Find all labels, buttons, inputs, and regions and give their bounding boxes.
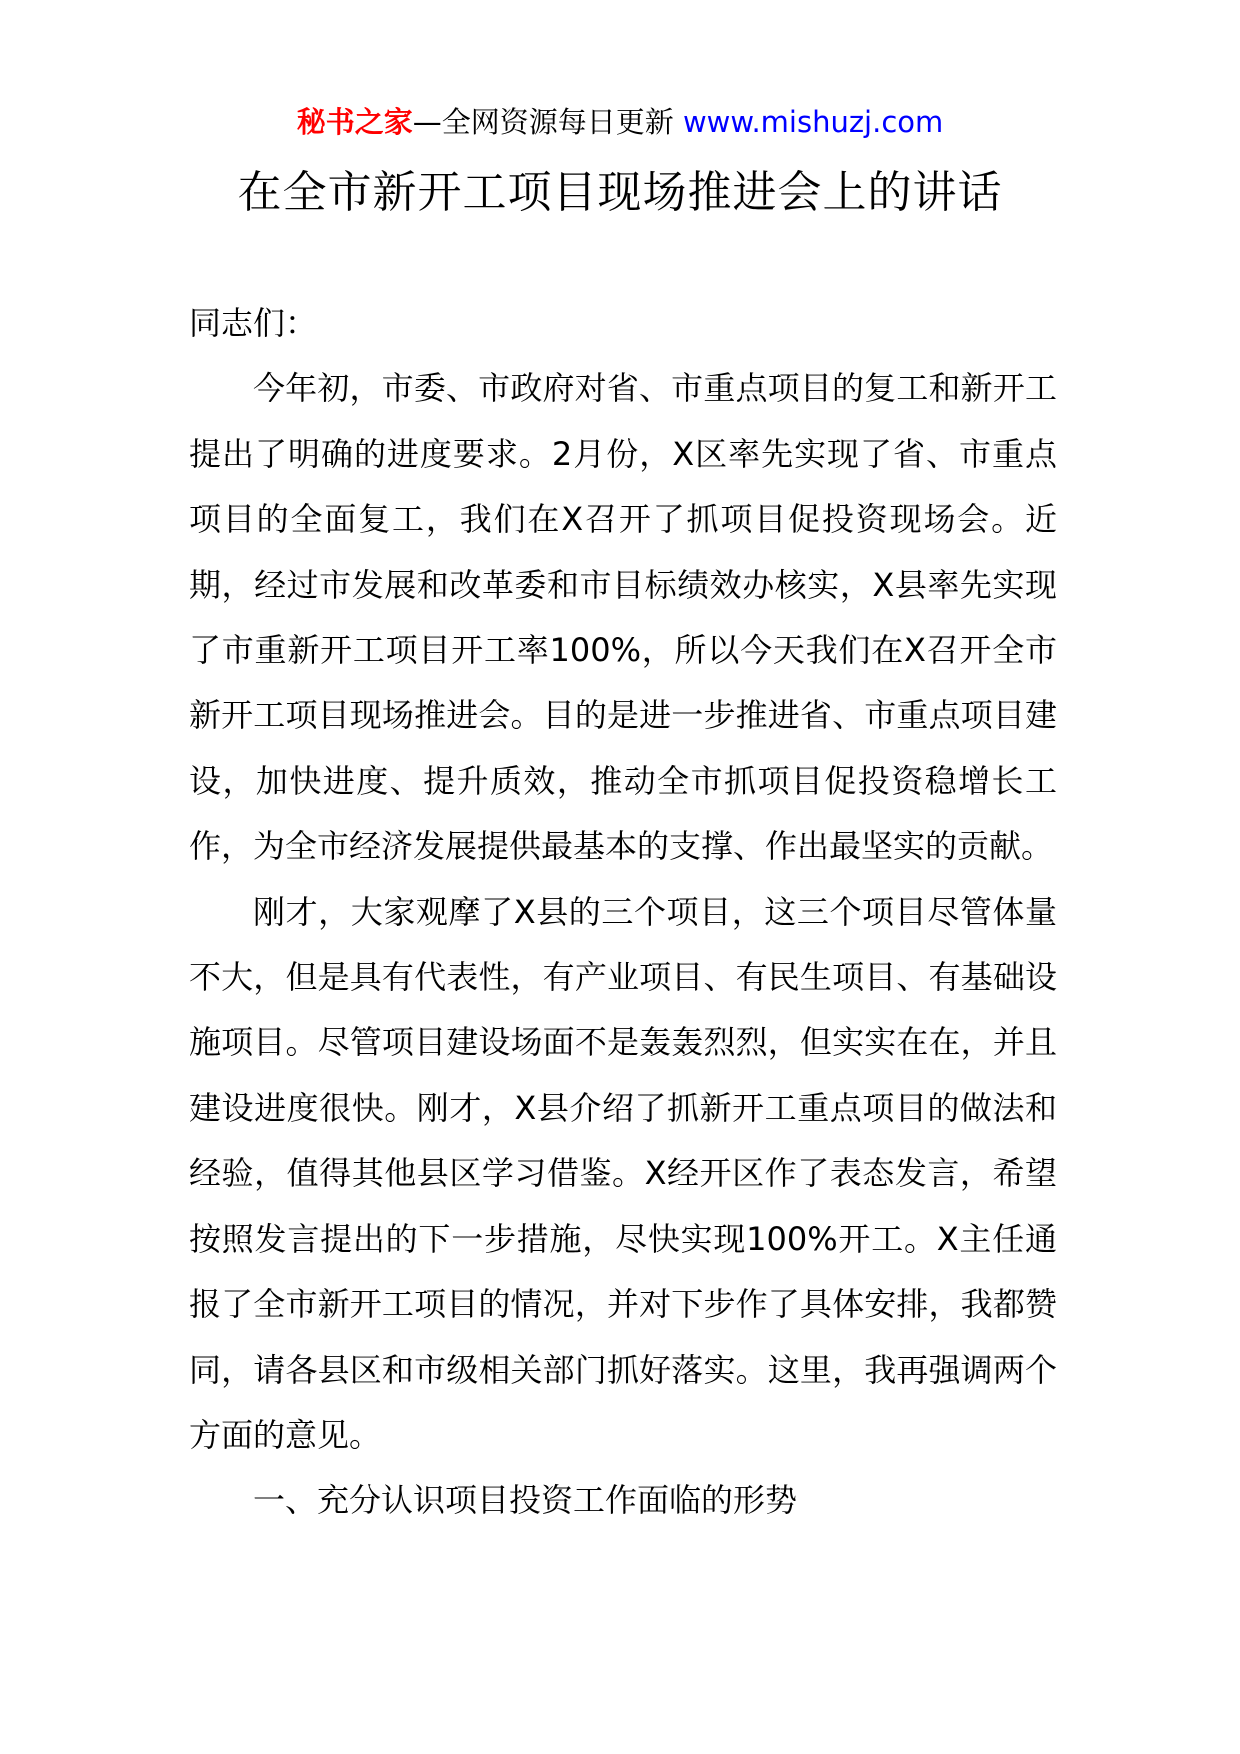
section-heading: 一、充分认识项目投资工作面临的形势	[253, 1481, 798, 1520]
body-paragraph-1: 今年初，市委、市政府对省、市重点项目的复工和新开工提出了明确的进度要求。2月份，X区率先实现了省、市重点项目的全面复工，我们在X召开了抓项目促投资现场会。近期，经过市发展和改革委和市目标绩效办核实，X县率先实现了市重新开工项目开工率100%，所以今天我们在X召开全市新开工项目现场推进会。目的是进一步推进省、市重点项目建设，加快进度、提升质效，推动全市抓项目促投资稳增长工作，为全市经济发展提供最基本的支撑、作出最坚实的贡献。	[189, 369, 1057, 866]
document-title: 在全市新开工项目现场推进会上的讲话	[237, 167, 1003, 218]
document-body	[189, 291, 1057, 1534]
site-brand: 秘书之家	[296, 105, 413, 139]
site-url-link[interactable]: www.mishuzj.com	[682, 105, 944, 139]
salutation: 同志们：	[189, 304, 318, 342]
site-banner	[0, 102, 1240, 142]
site-tagline: —全网资源每日更新	[412, 105, 683, 139]
body-paragraph-2: 刚才，大家观摩了X县的三个项目，这三个项目尽管体量不大，但是具有代表性，有产业项目、有民生项目、有基础设施项目。尽管项目建设场面不是轰轰烈烈，但实实在在，并且建设进度很快。刚才，X县介绍了抓新开工重点项目的做法和经验，值得其他县区学习借鉴。X经开区作了表态发言，希望按照发言提出的下一步措施，尽快实现100%开工。X主任通报了全市新开工项目的情况，并对下步作了具体安排，我都赞同，请各县区和市级相关部门抓好落实。这里，我再强调两个方面的意见。	[189, 892, 1057, 1454]
